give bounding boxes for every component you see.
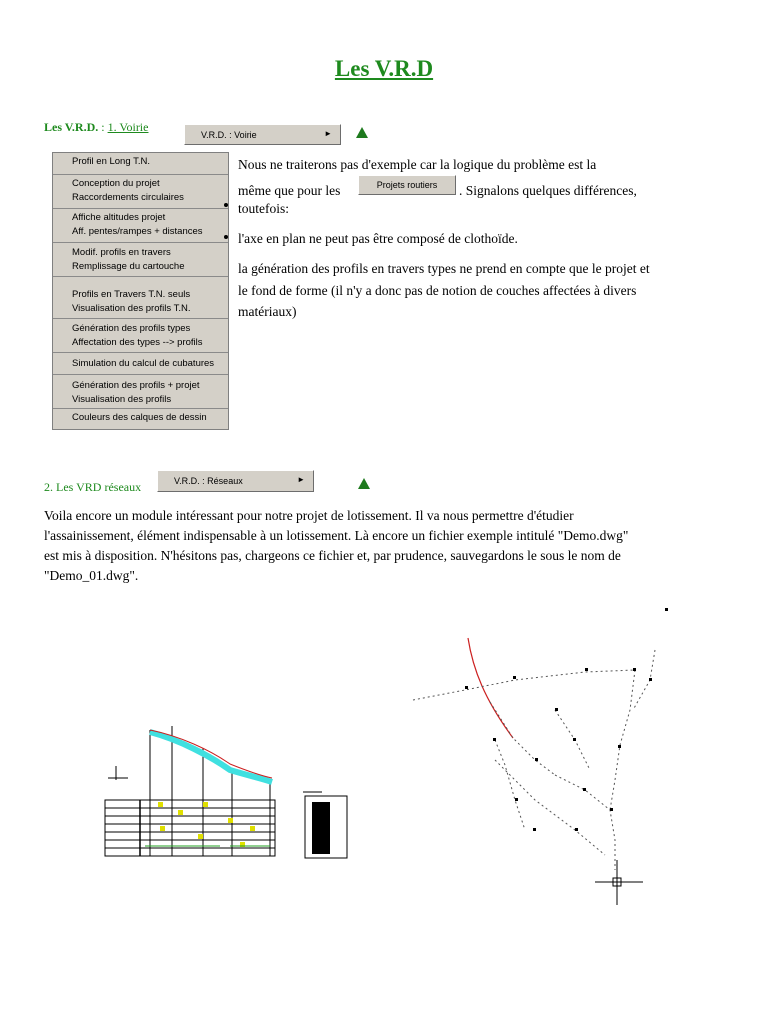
menu-item[interactable]: Aff. pentes/rampes + distances — [72, 226, 203, 237]
menu-item[interactable]: Génération des profils types — [72, 323, 191, 334]
menu-item[interactable]: Affectation des types --> profils — [72, 337, 203, 348]
menu-group-3 — [53, 209, 228, 243]
menu-item[interactable]: Raccordements circulaires — [72, 192, 184, 203]
intro-line-1: Nous ne traiterons pas d'exemple car la logique du problème est la — [238, 157, 597, 172]
vrd-voirie-menu-label: V.R.D. : Voirie — [201, 129, 257, 140]
menu-item[interactable]: Conception du projet — [72, 178, 160, 189]
paragraph-line-2: l'assainissement, élément indispensable à un lotissement. Là encore un fichier exemple intitulé "Demo.dwg" — [44, 528, 629, 543]
network-manholes — [465, 608, 668, 831]
bullet-icon — [224, 203, 228, 207]
section-separator: : — [98, 120, 108, 134]
menu-item[interactable]: Profil en Long T.N. — [72, 156, 150, 167]
up-triangle-icon[interactable] — [356, 127, 368, 138]
section-reseaux-heading[interactable]: 2. Les VRD réseaux — [44, 480, 142, 494]
profile-axes — [105, 766, 275, 856]
menu-group-9 — [53, 409, 228, 429]
bullet-icon — [224, 235, 228, 239]
terrain-band — [150, 732, 272, 782]
up-triangle-icon[interactable] — [358, 478, 370, 489]
menu-item[interactable]: Visualisation des profils T.N. — [72, 303, 191, 314]
menu-group-7 — [53, 353, 228, 375]
menu-item[interactable]: Profils en Travers T.N. seuls — [72, 289, 191, 300]
menu-group-8 — [53, 375, 228, 409]
menu-item[interactable]: Modif. profils en travers — [72, 247, 171, 258]
menu-group-5 — [53, 277, 228, 319]
menu-group-4 — [53, 243, 228, 277]
voirie-link[interactable]: 1. Voirie — [107, 120, 149, 134]
menu-item[interactable]: Affiche altitudes projet — [72, 212, 166, 223]
point-clothoide: l'axe en plan ne peut pas être composé de clothoïde. — [238, 231, 518, 246]
long-profile-drawing — [100, 718, 350, 868]
section-voirie-heading — [44, 120, 148, 135]
intro-line-2-end: . Signalons quelques différences, — [459, 183, 637, 198]
menu-item[interactable]: Couleurs des calques de dessin — [72, 412, 207, 423]
menu-group-2 — [53, 175, 228, 209]
cartouche-block — [303, 792, 347, 858]
profile-verticals — [150, 726, 270, 856]
voirie-menu — [52, 152, 229, 430]
menu-group-1 — [53, 153, 228, 175]
page-title: Les V.R.D — [334, 56, 434, 81]
menu-item[interactable]: Simulation du calcul de cubatures — [72, 358, 215, 369]
menu-item[interactable]: Génération des profils + projet — [72, 380, 200, 391]
submenu-arrow-icon: ► — [297, 475, 305, 484]
menu-item[interactable]: Remplissage du cartouche — [72, 261, 185, 272]
point-profils-line-1: la génération des profils en travers types ne prend en compte que le projet et — [238, 261, 650, 276]
point-profils-line-2: le fond de forme (il n'y a donc pas de notion de couches affectées à divers — [238, 283, 637, 298]
vrd-reseaux-menu-button[interactable] — [157, 470, 314, 492]
menu-item[interactable]: Visualisation des profils — [72, 394, 172, 405]
crosshair-marker — [595, 860, 643, 905]
section-prefix: Les V.R.D. — [44, 120, 99, 134]
network-pipes — [413, 650, 655, 870]
paragraph-line-3: est mis à disposition. N'hésitons pas, chargeons ce fichier et, par prudence, sauvegardons le sous le nom de — [44, 548, 621, 563]
menu-group-6 — [53, 319, 228, 353]
intro-line-2-start: même que pour les — [238, 183, 341, 198]
paragraph-line-1: Voila encore un module intéressant pour notre projet de lotissement. Il va nous permettre d'étudier — [44, 508, 574, 523]
paragraph-line-4: "Demo_01.dwg". — [44, 568, 139, 583]
projets-routiers-button[interactable]: Projets routiers — [358, 175, 456, 195]
network-red-axis — [468, 638, 513, 738]
network-plan-drawing — [405, 600, 675, 910]
submenu-arrow-icon: ► — [324, 129, 332, 138]
vrd-reseaux-menu-label: V.R.D. : Réseaux — [174, 476, 243, 486]
vrd-voirie-menu-button[interactable] — [184, 124, 341, 145]
point-profils-line-3: matériaux) — [238, 304, 297, 319]
intro-line-3: toutefois: — [238, 201, 289, 216]
